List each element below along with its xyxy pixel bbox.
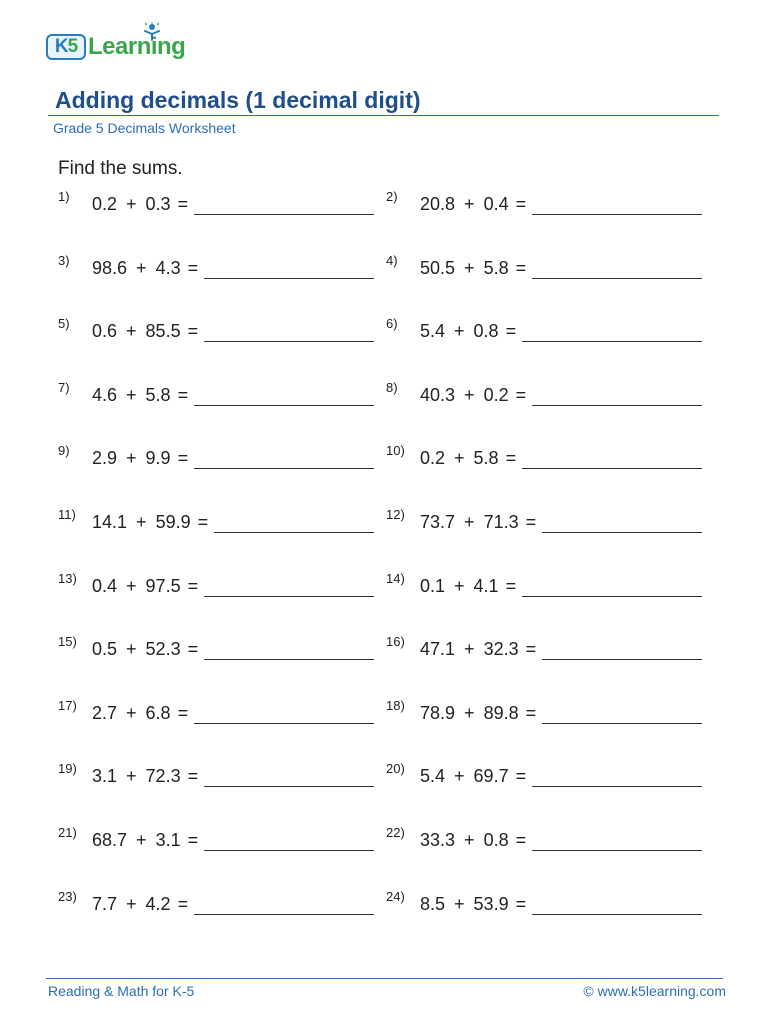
problem-item (386, 572, 702, 602)
problem-expression (420, 511, 702, 533)
addend-a: 2.9 (92, 448, 118, 469)
answer-blank[interactable] (194, 448, 374, 469)
logo-badge-k: K (54, 36, 68, 57)
equals-sign: = (177, 702, 189, 723)
plus-sign: + (464, 702, 475, 723)
answer-blank[interactable] (522, 321, 702, 342)
answer-blank[interactable] (532, 258, 702, 279)
problem-item (58, 444, 374, 474)
problem-expression (420, 257, 702, 279)
addend-b: 0.8 (473, 321, 499, 342)
problem-item (58, 572, 374, 602)
problem-number: 11) (58, 507, 76, 522)
answer-blank[interactable] (204, 830, 374, 851)
addend-a: 98.6 (92, 257, 128, 278)
equals-sign: = (187, 830, 199, 850)
instructions: Find the sums. (58, 158, 183, 179)
problem-number: 14) (386, 570, 405, 586)
problem-number: 20) (386, 761, 405, 777)
problem-expression (92, 384, 374, 406)
problem-number: 9) (58, 443, 70, 459)
addend-a: 20.8 (420, 194, 456, 214)
plus-sign: + (126, 321, 137, 342)
addend-b: 69.7 (473, 766, 509, 787)
plus-sign: + (136, 512, 147, 532)
problem-item (386, 890, 702, 920)
footer-divider (46, 978, 723, 979)
title-divider (48, 115, 719, 116)
addend-a: 0.1 (420, 575, 446, 596)
problem-number: 16) (386, 634, 405, 650)
addend-a: 2.7 (92, 702, 118, 723)
problem-expression (420, 320, 702, 342)
plus-sign: + (126, 575, 137, 596)
worksheet-subtitle: Grade 5 Decimals Worksheet (53, 120, 236, 136)
problem-number: 22) (386, 825, 405, 840)
plus-sign: + (464, 512, 475, 532)
answer-blank[interactable] (204, 639, 374, 660)
answer-blank[interactable] (194, 703, 374, 724)
problem-number: 2) (386, 189, 398, 204)
problem-item (386, 508, 702, 538)
addend-b: 0.4 (483, 194, 509, 214)
problem-item (58, 190, 374, 220)
answer-blank[interactable] (194, 194, 374, 215)
addend-a: 73.7 (420, 512, 456, 532)
equals-sign: = (515, 766, 527, 787)
problem-item (58, 254, 374, 284)
addend-a: 14.1 (92, 512, 128, 532)
answer-blank[interactable] (204, 576, 374, 597)
addend-a: 68.7 (92, 830, 128, 850)
answer-blank[interactable] (542, 512, 702, 533)
problem-expression (92, 447, 374, 469)
plus-sign: + (454, 766, 465, 787)
addend-b: 5.8 (145, 384, 171, 405)
plus-sign: + (126, 893, 137, 914)
problem-expression (92, 511, 374, 533)
plus-sign: + (126, 702, 137, 723)
k5-learning-logo (44, 22, 204, 66)
addend-b: 4.3 (155, 257, 181, 278)
plus-sign: + (464, 257, 475, 278)
problem-number: 3) (58, 252, 70, 268)
plus-sign: + (464, 194, 475, 214)
footer-website: © www.k5learning.com (583, 983, 726, 999)
problem-number: 21) (58, 825, 77, 840)
problem-number: 12) (386, 507, 405, 522)
addend-a: 47.1 (420, 639, 456, 660)
equals-sign: = (515, 194, 527, 214)
footer-tagline: Reading & Math for K-5 (48, 983, 195, 999)
plus-sign: + (454, 575, 465, 596)
equals-sign: = (187, 575, 199, 596)
equals-sign: = (197, 512, 209, 532)
problem-number: 5) (58, 316, 70, 332)
problem-expression (420, 447, 702, 469)
answer-blank[interactable] (532, 385, 702, 406)
addend-a: 0.2 (420, 448, 446, 469)
answer-blank[interactable] (542, 639, 702, 660)
plus-sign: + (464, 830, 475, 850)
equals-sign: = (515, 830, 527, 850)
problem-item (58, 635, 374, 665)
problem-expression (92, 638, 374, 660)
worksheet-title: Adding decimals (1 decimal digit) (55, 87, 421, 113)
addend-a: 0.6 (92, 321, 118, 342)
plus-sign: + (126, 766, 137, 787)
answer-blank[interactable] (194, 385, 374, 406)
addend-b: 59.9 (155, 512, 191, 532)
problem-number: 18) (386, 697, 405, 713)
problem-expression (92, 257, 374, 279)
problem-number: 15) (58, 634, 77, 650)
equals-sign: = (187, 321, 199, 342)
problem-expression (92, 829, 374, 851)
problem-number: 4) (386, 252, 398, 268)
equals-sign: = (187, 257, 199, 278)
problem-number: 1) (58, 189, 70, 204)
answer-blank[interactable] (532, 830, 702, 851)
problem-number: 23) (58, 888, 77, 904)
addend-a: 33.3 (420, 830, 456, 850)
problem-number: 6) (386, 316, 398, 332)
problem-number: 8) (386, 379, 398, 395)
equals-sign: = (525, 702, 537, 723)
addend-a: 78.9 (420, 702, 456, 723)
answer-blank[interactable] (204, 321, 374, 342)
addend-a: 3.1 (92, 766, 118, 787)
problem-expression (92, 320, 374, 342)
addend-a: 5.4 (420, 766, 446, 787)
problem-expression (420, 702, 702, 724)
problem-expression (92, 575, 374, 597)
addend-b: 3.1 (155, 830, 181, 850)
equals-sign: = (177, 893, 189, 914)
equals-sign: = (515, 384, 527, 405)
addend-b: 0.3 (145, 194, 171, 214)
problem-item (386, 635, 702, 665)
logo-badge-5: 5 (67, 36, 78, 57)
answer-blank[interactable] (522, 448, 702, 469)
problem-item (386, 762, 702, 792)
equals-sign: = (177, 384, 189, 405)
addend-b: 5.8 (483, 257, 509, 278)
k5-badge (46, 34, 86, 60)
problem-expression (92, 193, 374, 215)
plus-sign: + (454, 448, 465, 469)
addend-b: 5.8 (473, 448, 499, 469)
problem-expression (92, 765, 374, 787)
problem-expression (420, 829, 702, 851)
problem-item (386, 317, 702, 347)
addend-b: 0.8 (483, 830, 509, 850)
problem-item (58, 826, 374, 856)
equals-sign: = (187, 639, 199, 660)
addend-b: 85.5 (145, 321, 181, 342)
plus-sign: + (454, 321, 465, 342)
addend-a: 7.7 (92, 893, 118, 914)
addend-b: 4.1 (473, 575, 499, 596)
answer-blank[interactable] (194, 894, 374, 915)
problem-number: 13) (58, 570, 77, 586)
problem-expression (92, 893, 374, 915)
answer-blank[interactable] (542, 703, 702, 724)
problem-number: 19) (58, 761, 77, 777)
plus-sign: + (464, 639, 475, 660)
addend-b: 53.9 (473, 893, 509, 914)
addend-b: 71.3 (483, 512, 519, 532)
addend-a: 5.4 (420, 321, 446, 342)
problem-expression (420, 193, 702, 215)
logo-person-icon (142, 22, 162, 42)
logo-wordmark: Learning (88, 33, 186, 60)
addend-a: 8.5 (420, 893, 446, 914)
addend-b: 6.8 (145, 702, 171, 723)
problem-expression (420, 575, 702, 597)
equals-sign: = (505, 575, 517, 596)
plus-sign: + (136, 830, 147, 850)
equals-sign: = (505, 321, 517, 342)
plus-sign: + (126, 384, 137, 405)
addend-b: 4.2 (145, 893, 171, 914)
problem-item (386, 190, 702, 220)
problem-item (58, 699, 374, 729)
answer-blank[interactable] (214, 512, 374, 533)
problem-expression (420, 893, 702, 915)
problem-item (386, 254, 702, 284)
problem-number: 24) (386, 888, 405, 904)
equals-sign: = (515, 893, 527, 914)
equals-sign: = (177, 448, 189, 469)
problem-item (386, 826, 702, 856)
addend-b: 52.3 (145, 639, 181, 660)
equals-sign: = (525, 639, 537, 660)
plus-sign: + (464, 384, 475, 405)
addend-b: 32.3 (483, 639, 519, 660)
addend-b: 0.2 (483, 384, 509, 405)
problem-item (386, 699, 702, 729)
equals-sign: = (515, 257, 527, 278)
addend-b: 97.5 (145, 575, 181, 596)
plus-sign: + (126, 639, 137, 660)
problem-item (58, 317, 374, 347)
addend-a: 0.5 (92, 639, 118, 660)
problem-item (386, 444, 702, 474)
equals-sign: = (505, 448, 517, 469)
problem-expression (420, 384, 702, 406)
plus-sign: + (126, 194, 137, 214)
equals-sign: = (177, 194, 189, 214)
addend-b: 89.8 (483, 702, 519, 723)
answer-blank[interactable] (532, 766, 702, 787)
addend-a: 0.4 (92, 575, 118, 596)
plus-sign: + (454, 893, 465, 914)
addend-b: 72.3 (145, 766, 181, 787)
addend-a: 0.2 (92, 194, 118, 214)
equals-sign: = (187, 766, 199, 787)
problem-item (58, 890, 374, 920)
problem-expression (420, 765, 702, 787)
addend-a: 40.3 (420, 384, 456, 405)
problem-item (58, 381, 374, 411)
problem-expression (92, 702, 374, 724)
equals-sign: = (525, 512, 537, 532)
answer-blank[interactable] (532, 194, 702, 215)
addend-a: 4.6 (92, 384, 118, 405)
problem-number: 10) (386, 443, 405, 459)
plus-sign: + (126, 448, 137, 469)
problem-item (58, 508, 374, 538)
plus-sign: + (136, 257, 147, 278)
addend-b: 9.9 (145, 448, 171, 469)
addend-a: 50.5 (420, 257, 456, 278)
problem-number: 17) (58, 697, 77, 713)
problem-item (58, 762, 374, 792)
answer-blank[interactable] (532, 894, 702, 915)
answer-blank[interactable] (522, 576, 702, 597)
problem-expression (420, 638, 702, 660)
answer-blank[interactable] (204, 258, 374, 279)
problem-item (386, 381, 702, 411)
problem-number: 7) (58, 379, 70, 395)
answer-blank[interactable] (204, 766, 374, 787)
